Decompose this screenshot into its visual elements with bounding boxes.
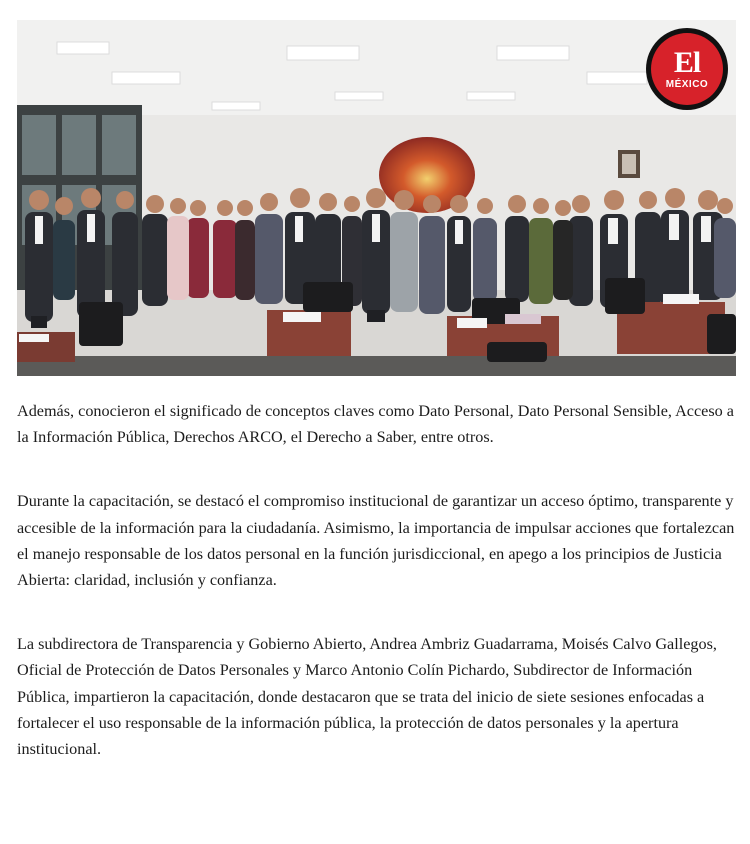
group-photo-illustration bbox=[17, 20, 736, 376]
logo-badge bbox=[651, 33, 723, 105]
article-paragraph-1: Además, conocieron el significado de conceptos claves como Dato Personal, Dato Personal Sensible, Acceso a la Información Pública, Derechos ARCO, el Derecho a Saber, entre otros. bbox=[17, 402, 734, 447]
logo-sub-text: MÉXICO bbox=[665, 79, 709, 90]
el-mexico-logo bbox=[646, 28, 728, 110]
article-body bbox=[17, 398, 737, 800]
logo-main-text: El bbox=[673, 46, 701, 79]
article-paragraph-2: Durante la capacitación, se destacó el compromiso institucional de garantizar un acceso óptimo, transparente y accesible de la información para la ciudadanía. Asimismo, la importancia de impulsar acciones que fortalezcan el manejo responsable de los datos personal en la función jurisdiccional, en apego a los principios de Justicia Abierta: claridad, inclusión y confianza. bbox=[17, 492, 735, 590]
group-photo bbox=[17, 20, 736, 376]
article-paragraph-3: La subdirectora de Transparencia y Gobierno Abierto, Andrea Ambriz Guadarrama, Moisés Calvo Gallegos, Oficial de Protección de Datos Personales y Marco Antonio Colín Pichardo, Subdirector de Información Pública, impartieron la capacitación, donde destacaron que se trata del inicio de siete sesiones enfocadas a fortalecer el uso responsable de la información pública, la protección de datos personales y la apertura institucional. bbox=[17, 635, 717, 759]
